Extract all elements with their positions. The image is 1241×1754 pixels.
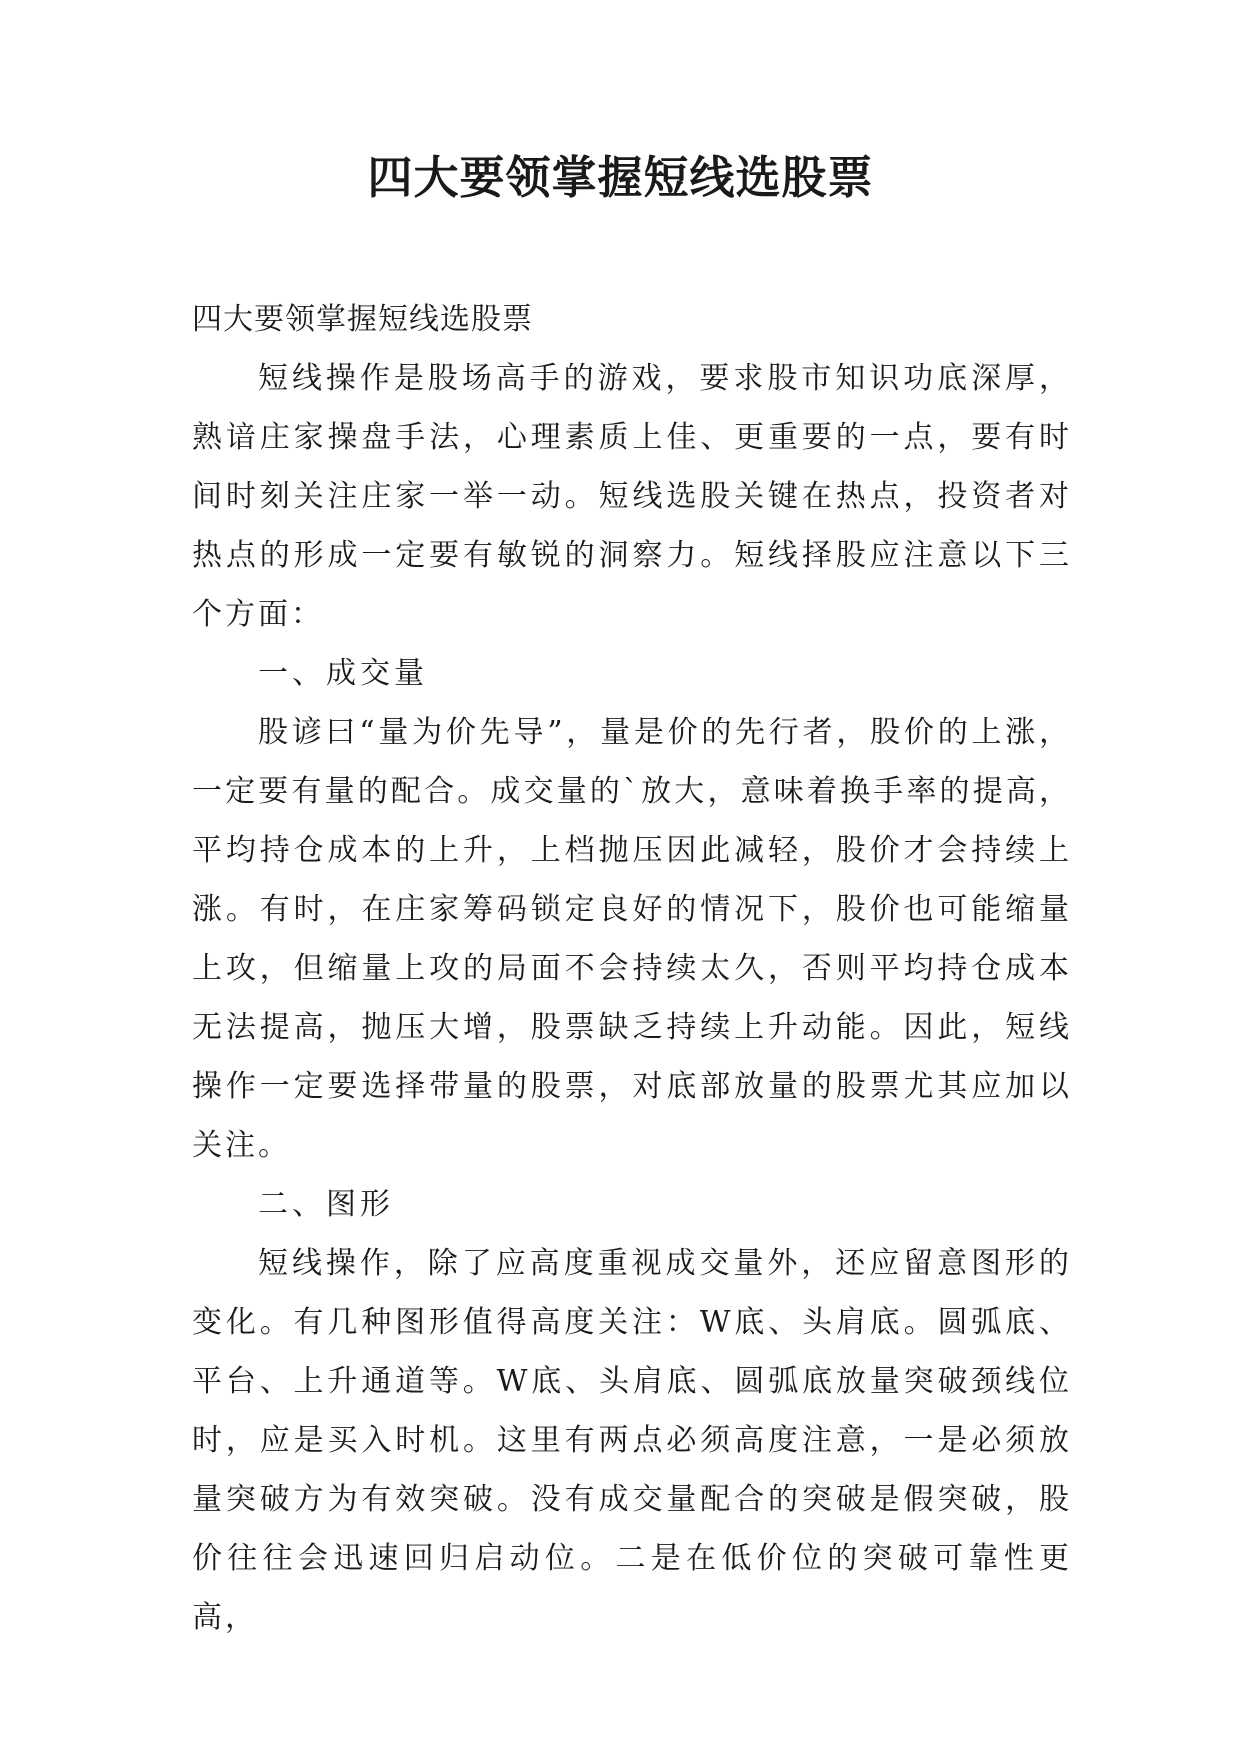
section-heading-volume: 一、成交量 [258, 656, 428, 691]
intro-paragraph: 短线操作是股场高手的游戏，要求股市知识功底深厚，熟谙庄家操盘手法，心理素质上佳、更重要的一点，要有时间时刻关注庄家一举一动。短线选股关键在热点，投资者对热点的形成一定要有敏锐的洞察力。短线择股应注意以下三个方面： [192, 361, 1072, 632]
section-heading-pattern: 二、图形 [258, 1187, 394, 1222]
volume-paragraph: 股谚曰“量为价先导”，量是价的先行者，股价的上涨，一定要有量的配合。成交量的`放大，意味着换手率的提高，平均持仓成本的上升，上档抛压因此减轻，股价才会持续上涨。有时，在庄家筹码锁定良好的情况下，股价也可能缩量上攻，但缩量上攻的局面不会持续太久，否则平均持仓成本无法提高，抛压大增，股票缺乏持续上升动能。因此，短线操作一定要选择带量的股票，对底部放量的股票尤其应加以关注。 [192, 715, 1072, 1163]
document-title: 四大要领掌握短线选股票 [367, 151, 874, 204]
document-body [192, 290, 1072, 1647]
pattern-paragraph: 短线操作，除了应高度重视成交量外，还应留意图形的变化。有几种图形值得高度关注：W底、头肩底。圆弧底、平台、上升通道等。W底、头肩底、圆弧底放量突破颈线位时，应是买入时机。这里有两点必须高度注意，一是必须放量突破方为有效突破。没有成交量配合的突破是假突破，股价往往会迅速回归启动位。二是在低价位的突破可靠性更高， [192, 1246, 1072, 1635]
document-subtitle: 四大要领掌握短线选股票 [192, 302, 533, 337]
